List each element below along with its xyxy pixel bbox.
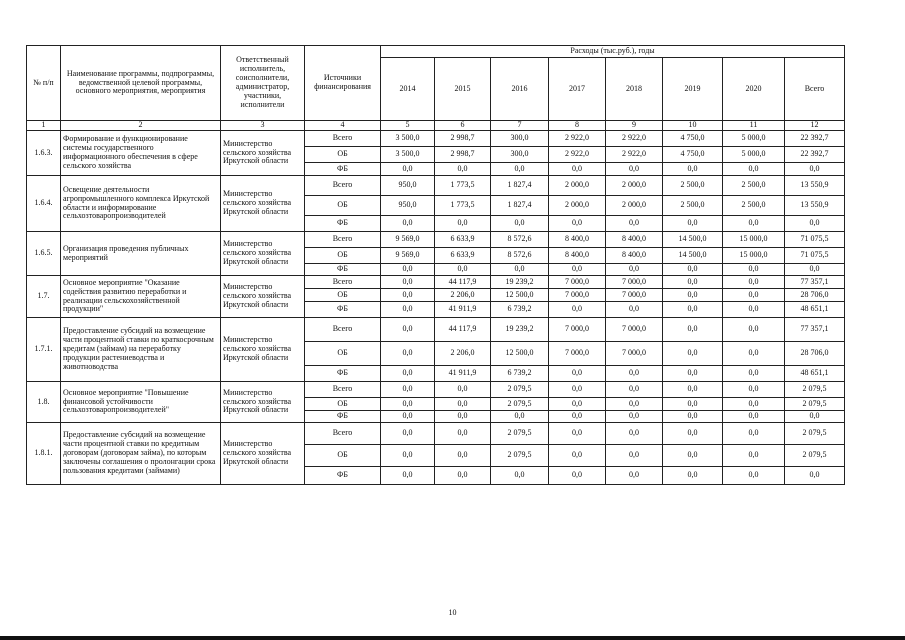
year-value: 0,0 bbox=[491, 216, 549, 232]
year-value: 8 400,0 bbox=[606, 248, 663, 264]
responsible-executor: Министерство сельского хозяйства Иркутской области bbox=[221, 382, 305, 423]
year-value: 44 117,9 bbox=[435, 276, 491, 289]
table-row bbox=[27, 382, 845, 398]
year-value: 0,0 bbox=[549, 216, 606, 232]
year-value: 7 000,0 bbox=[606, 318, 663, 342]
total-value: 71 075,5 bbox=[785, 248, 845, 264]
table-row bbox=[27, 232, 845, 248]
table-row bbox=[27, 176, 845, 196]
year-value: 0,0 bbox=[381, 445, 435, 467]
year-value: 6 633,9 bbox=[435, 232, 491, 248]
year-value: 7 000,0 bbox=[549, 289, 606, 302]
activity-name: Освещение деятельности агропромышленного комплекса Иркутской области и информирование сельхозтоваропроизводителей bbox=[61, 176, 221, 232]
year-value: 6 739,2 bbox=[491, 366, 549, 382]
funding-source: Всего bbox=[305, 131, 381, 147]
year-value: 0,0 bbox=[549, 382, 606, 398]
total-value: 0,0 bbox=[785, 467, 845, 485]
year-value: 7 000,0 bbox=[606, 276, 663, 289]
year-value: 8 400,0 bbox=[549, 232, 606, 248]
activity-name: Организация проведения публичных мероприятий bbox=[61, 232, 221, 276]
total-value: 0,0 bbox=[785, 264, 845, 276]
year-value: 0,0 bbox=[549, 398, 606, 411]
activity-name: Предоставление субсидий на возмещение части процентной ставки по краткосрочным кредитам (займам) на переработку продукции растениеводства и животноводства bbox=[61, 318, 221, 382]
year-value: 2 206,0 bbox=[435, 342, 491, 366]
year-value: 0,0 bbox=[381, 163, 435, 176]
total-value: 2 079,5 bbox=[785, 398, 845, 411]
year-value: 0,0 bbox=[723, 318, 785, 342]
year-value: 9 569,0 bbox=[381, 248, 435, 264]
year-value: 0,0 bbox=[381, 342, 435, 366]
year-value: 0,0 bbox=[723, 264, 785, 276]
total-value: 48 651,1 bbox=[785, 366, 845, 382]
year-value: 950,0 bbox=[381, 176, 435, 196]
funding-source: ФБ bbox=[305, 366, 381, 382]
year-value: 0,0 bbox=[549, 302, 606, 318]
year-value: 950,0 bbox=[381, 196, 435, 216]
page-number: 10 bbox=[448, 608, 457, 617]
year-value: 15 000,0 bbox=[723, 232, 785, 248]
year-value: 0,0 bbox=[381, 276, 435, 289]
year-value: 0,0 bbox=[606, 216, 663, 232]
year-value: 8 400,0 bbox=[549, 248, 606, 264]
year-value: 0,0 bbox=[663, 411, 723, 423]
funding-source: ФБ bbox=[305, 264, 381, 276]
year-value: 0,0 bbox=[723, 398, 785, 411]
header-year: 2020 bbox=[723, 58, 785, 121]
total-value: 77 357,1 bbox=[785, 276, 845, 289]
year-value: 0,0 bbox=[663, 302, 723, 318]
year-value: 4 750,0 bbox=[663, 147, 723, 163]
year-value: 3 500,0 bbox=[381, 147, 435, 163]
year-value: 0,0 bbox=[549, 366, 606, 382]
year-value: 9 569,0 bbox=[381, 232, 435, 248]
responsible-executor: Министерство сельского хозяйства Иркутской области bbox=[221, 318, 305, 382]
year-value: 0,0 bbox=[549, 163, 606, 176]
year-value: 0,0 bbox=[381, 398, 435, 411]
year-value: 0,0 bbox=[435, 411, 491, 423]
year-value: 0,0 bbox=[381, 318, 435, 342]
year-value: 0,0 bbox=[663, 264, 723, 276]
table-row bbox=[27, 276, 845, 289]
year-value: 7 000,0 bbox=[606, 342, 663, 366]
year-value: 0,0 bbox=[381, 366, 435, 382]
year-value: 0,0 bbox=[663, 216, 723, 232]
header-responsible: Ответственный исполнитель, соисполнители, администратор, участники, исполнители bbox=[221, 46, 305, 121]
year-value: 2 000,0 bbox=[606, 176, 663, 196]
table-row bbox=[27, 131, 845, 147]
year-value: 0,0 bbox=[663, 342, 723, 366]
funding-source: Всего bbox=[305, 276, 381, 289]
year-value: 0,0 bbox=[606, 302, 663, 318]
total-value: 13 550,9 bbox=[785, 176, 845, 196]
year-value: 2 500,0 bbox=[723, 196, 785, 216]
year-value: 0,0 bbox=[663, 467, 723, 485]
activity-name: Основное мероприятие "Оказание содействия развитию переработки и реализации сельскохозяйственной продукции" bbox=[61, 276, 221, 318]
funding-source: ФБ bbox=[305, 411, 381, 423]
header-name: Наименование программы, подпрограммы, ведомственной целевой программы, основного мероприятия, мероприятия bbox=[61, 46, 221, 121]
funding-source: ОБ bbox=[305, 248, 381, 264]
budget-table bbox=[26, 45, 845, 485]
column-number: 10 bbox=[663, 121, 723, 131]
funding-source: ФБ bbox=[305, 467, 381, 485]
total-value: 2 079,5 bbox=[785, 445, 845, 467]
column-number: 4 bbox=[305, 121, 381, 131]
year-value: 2 922,0 bbox=[606, 131, 663, 147]
header-year: 2017 bbox=[549, 58, 606, 121]
funding-source: ФБ bbox=[305, 216, 381, 232]
year-value: 0,0 bbox=[723, 163, 785, 176]
column-number: 1 bbox=[27, 121, 61, 131]
year-value: 12 500,0 bbox=[491, 289, 549, 302]
year-value: 0,0 bbox=[435, 423, 491, 445]
funding-source: ОБ bbox=[305, 289, 381, 302]
year-value: 2 079,5 bbox=[491, 382, 549, 398]
year-value: 2 922,0 bbox=[606, 147, 663, 163]
responsible-executor: Министерство сельского хозяйства Иркутской области bbox=[221, 131, 305, 176]
year-value: 0,0 bbox=[723, 423, 785, 445]
table-row bbox=[27, 318, 845, 342]
responsible-executor: Министерство сельского хозяйства Иркутской области bbox=[221, 176, 305, 232]
total-value: 28 706,0 bbox=[785, 342, 845, 366]
year-value: 0,0 bbox=[491, 163, 549, 176]
year-value: 0,0 bbox=[435, 398, 491, 411]
year-value: 0,0 bbox=[663, 276, 723, 289]
funding-source: ОБ bbox=[305, 342, 381, 366]
activity-name: Основное мероприятие "Повышение финансовой устойчивости сельхозтоваропроизводителей" bbox=[61, 382, 221, 423]
total-value: 0,0 bbox=[785, 216, 845, 232]
year-value: 0,0 bbox=[381, 411, 435, 423]
table-body bbox=[27, 131, 845, 485]
year-value: 5 000,0 bbox=[723, 147, 785, 163]
year-value: 0,0 bbox=[723, 289, 785, 302]
year-value: 300,0 bbox=[491, 147, 549, 163]
funding-source: Всего bbox=[305, 176, 381, 196]
total-value: 28 706,0 bbox=[785, 289, 845, 302]
year-value: 0,0 bbox=[381, 467, 435, 485]
year-value: 44 117,9 bbox=[435, 318, 491, 342]
year-value: 0,0 bbox=[381, 216, 435, 232]
year-value: 7 000,0 bbox=[549, 342, 606, 366]
total-value: 2 079,5 bbox=[785, 423, 845, 445]
year-value: 0,0 bbox=[663, 289, 723, 302]
year-value: 5 000,0 bbox=[723, 131, 785, 147]
total-value: 13 550,9 bbox=[785, 196, 845, 216]
year-value: 0,0 bbox=[435, 163, 491, 176]
year-value: 0,0 bbox=[663, 163, 723, 176]
year-value: 1 773,5 bbox=[435, 176, 491, 196]
year-value: 0,0 bbox=[663, 366, 723, 382]
total-value: 22 392,7 bbox=[785, 131, 845, 147]
year-value: 41 911,9 bbox=[435, 302, 491, 318]
year-value: 0,0 bbox=[606, 398, 663, 411]
responsible-executor: Министерство сельского хозяйства Иркутской области bbox=[221, 276, 305, 318]
funding-source: ОБ bbox=[305, 398, 381, 411]
year-value: 0,0 bbox=[606, 366, 663, 382]
year-value: 1 827,4 bbox=[491, 176, 549, 196]
total-value: 0,0 bbox=[785, 163, 845, 176]
funding-source: ОБ bbox=[305, 147, 381, 163]
year-value: 0,0 bbox=[723, 216, 785, 232]
year-value: 2 079,5 bbox=[491, 445, 549, 467]
year-value: 300,0 bbox=[491, 131, 549, 147]
row-code: 1.6.3. bbox=[27, 131, 61, 176]
year-value: 0,0 bbox=[606, 163, 663, 176]
header-total: Всего bbox=[785, 58, 845, 121]
year-value: 0,0 bbox=[606, 445, 663, 467]
row-code: 1.6.4. bbox=[27, 176, 61, 232]
total-value: 71 075,5 bbox=[785, 232, 845, 248]
header-year: 2015 bbox=[435, 58, 491, 121]
year-value: 8 572,6 bbox=[491, 248, 549, 264]
year-value: 2 998,7 bbox=[435, 131, 491, 147]
year-value: 2 000,0 bbox=[549, 176, 606, 196]
column-number: 3 bbox=[221, 121, 305, 131]
funding-source: ОБ bbox=[305, 196, 381, 216]
year-value: 3 500,0 bbox=[381, 131, 435, 147]
year-value: 0,0 bbox=[723, 342, 785, 366]
year-value: 19 239,2 bbox=[491, 276, 549, 289]
column-number: 7 bbox=[491, 121, 549, 131]
year-value: 0,0 bbox=[491, 264, 549, 276]
funding-source: Всего bbox=[305, 423, 381, 445]
funding-source: ОБ bbox=[305, 445, 381, 467]
year-value: 7 000,0 bbox=[606, 289, 663, 302]
year-value: 0,0 bbox=[723, 302, 785, 318]
row-code: 1.8. bbox=[27, 382, 61, 423]
responsible-executor: Министерство сельского хозяйства Иркутской области bbox=[221, 423, 305, 485]
year-value: 6 633,9 bbox=[435, 248, 491, 264]
header-year: 2019 bbox=[663, 58, 723, 121]
year-value: 0,0 bbox=[723, 382, 785, 398]
year-value: 0,0 bbox=[381, 264, 435, 276]
year-value: 2 079,5 bbox=[491, 398, 549, 411]
column-number: 12 bbox=[785, 121, 845, 131]
year-value: 0,0 bbox=[549, 423, 606, 445]
total-value: 2 079,5 bbox=[785, 382, 845, 398]
year-value: 0,0 bbox=[723, 445, 785, 467]
year-value: 8 400,0 bbox=[606, 232, 663, 248]
funding-source: ФБ bbox=[305, 302, 381, 318]
funding-source: ФБ bbox=[305, 163, 381, 176]
header-year: 2014 bbox=[381, 58, 435, 121]
page-bottom-edge bbox=[0, 636, 905, 640]
column-number: 9 bbox=[606, 121, 663, 131]
row-code: 1.6.5. bbox=[27, 232, 61, 276]
funding-source: Всего bbox=[305, 382, 381, 398]
funding-source: Всего bbox=[305, 318, 381, 342]
year-value: 0,0 bbox=[381, 423, 435, 445]
year-value: 2 500,0 bbox=[723, 176, 785, 196]
year-value: 0,0 bbox=[435, 216, 491, 232]
year-value: 0,0 bbox=[491, 467, 549, 485]
year-value: 7 000,0 bbox=[549, 276, 606, 289]
year-value: 0,0 bbox=[606, 423, 663, 445]
total-value: 0,0 bbox=[785, 411, 845, 423]
year-value: 0,0 bbox=[435, 445, 491, 467]
year-value: 2 922,0 bbox=[549, 147, 606, 163]
header-num: № п/п bbox=[27, 46, 61, 121]
year-value: 2 000,0 bbox=[549, 196, 606, 216]
total-value: 22 392,7 bbox=[785, 147, 845, 163]
total-value: 48 651,1 bbox=[785, 302, 845, 318]
year-value: 2 000,0 bbox=[606, 196, 663, 216]
column-number: 5 bbox=[381, 121, 435, 131]
year-value: 2 500,0 bbox=[663, 196, 723, 216]
activity-name: Предоставление субсидий на возмещение части процентной ставки по кредитным договорам (договорам займа), по которым заключены соглашения о пролонгации срока пользования кредитами (займами) bbox=[61, 423, 221, 485]
year-value: 0,0 bbox=[381, 289, 435, 302]
year-value: 0,0 bbox=[663, 398, 723, 411]
year-value: 0,0 bbox=[663, 318, 723, 342]
year-value: 19 239,2 bbox=[491, 318, 549, 342]
year-value: 2 079,5 bbox=[491, 423, 549, 445]
column-numbers-row bbox=[27, 121, 845, 131]
year-value: 0,0 bbox=[435, 382, 491, 398]
year-value: 2 206,0 bbox=[435, 289, 491, 302]
funding-source: Всего bbox=[305, 232, 381, 248]
year-value: 0,0 bbox=[663, 445, 723, 467]
year-value: 0,0 bbox=[723, 411, 785, 423]
year-value: 7 000,0 bbox=[549, 318, 606, 342]
year-value: 0,0 bbox=[606, 467, 663, 485]
column-number: 8 bbox=[549, 121, 606, 131]
row-code: 1.8.1. bbox=[27, 423, 61, 485]
header-expenses: Расходы (тыс.руб.), годы bbox=[381, 46, 845, 58]
year-value: 1 773,5 bbox=[435, 196, 491, 216]
year-value: 2 922,0 bbox=[549, 131, 606, 147]
year-value: 8 572,6 bbox=[491, 232, 549, 248]
year-value: 2 998,7 bbox=[435, 147, 491, 163]
row-code: 1.7.1. bbox=[27, 318, 61, 382]
year-value: 0,0 bbox=[491, 411, 549, 423]
year-value: 0,0 bbox=[549, 467, 606, 485]
year-value: 0,0 bbox=[435, 467, 491, 485]
year-value: 0,0 bbox=[606, 264, 663, 276]
year-value: 0,0 bbox=[435, 264, 491, 276]
year-value: 6 739,2 bbox=[491, 302, 549, 318]
year-value: 0,0 bbox=[381, 382, 435, 398]
year-value: 14 500,0 bbox=[663, 248, 723, 264]
table-row bbox=[27, 423, 845, 445]
column-number: 2 bbox=[61, 121, 221, 131]
header-year: 2018 bbox=[606, 58, 663, 121]
activity-name: Формирование и функционирование системы государственного информационного обеспечения в сфере сельского хозяйства bbox=[61, 131, 221, 176]
year-value: 2 500,0 bbox=[663, 176, 723, 196]
column-number: 6 bbox=[435, 121, 491, 131]
year-value: 12 500,0 bbox=[491, 342, 549, 366]
header-source: Источники финансирования bbox=[305, 46, 381, 121]
total-value: 77 357,1 bbox=[785, 318, 845, 342]
year-value: 0,0 bbox=[549, 445, 606, 467]
year-value: 0,0 bbox=[723, 467, 785, 485]
year-value: 0,0 bbox=[723, 276, 785, 289]
year-value: 0,0 bbox=[381, 302, 435, 318]
year-value: 0,0 bbox=[663, 382, 723, 398]
year-value: 0,0 bbox=[549, 264, 606, 276]
year-value: 0,0 bbox=[663, 423, 723, 445]
year-value: 0,0 bbox=[606, 382, 663, 398]
responsible-executor: Министерство сельского хозяйства Иркутской области bbox=[221, 232, 305, 276]
header-year: 2016 bbox=[491, 58, 549, 121]
year-value: 14 500,0 bbox=[663, 232, 723, 248]
year-value: 41 911,9 bbox=[435, 366, 491, 382]
year-value: 0,0 bbox=[549, 411, 606, 423]
year-value: 1 827,4 bbox=[491, 196, 549, 216]
row-code: 1.7. bbox=[27, 276, 61, 318]
year-value: 0,0 bbox=[723, 366, 785, 382]
year-value: 0,0 bbox=[606, 411, 663, 423]
year-value: 4 750,0 bbox=[663, 131, 723, 147]
column-number: 11 bbox=[723, 121, 785, 131]
year-value: 15 000,0 bbox=[723, 248, 785, 264]
